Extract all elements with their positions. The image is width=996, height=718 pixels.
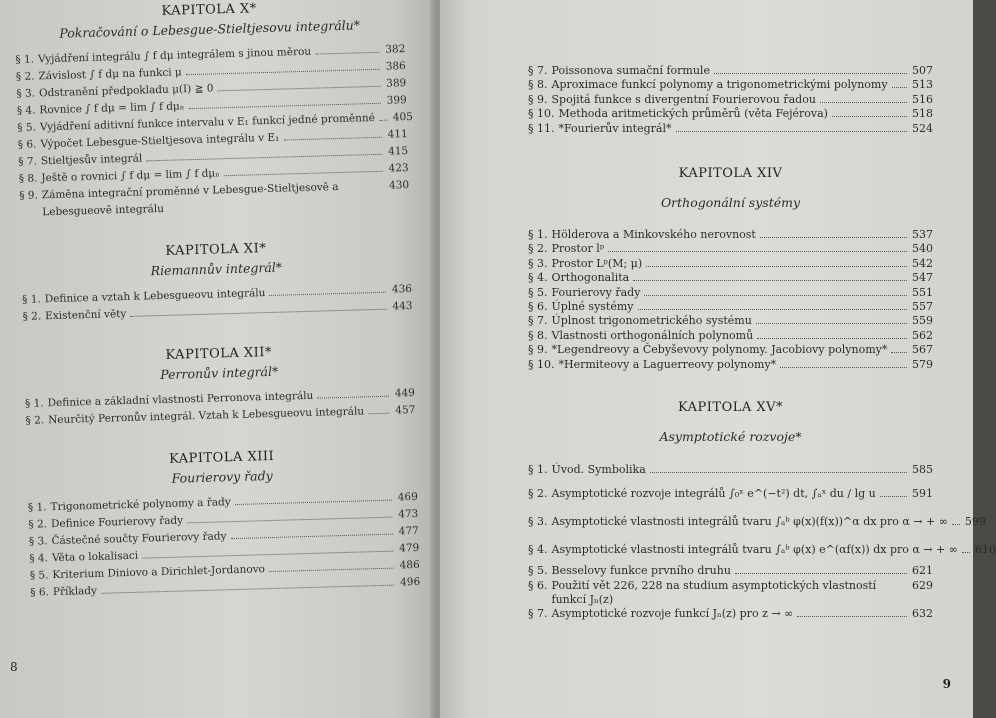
dot-leader <box>217 86 380 92</box>
page-number: 599 <box>964 515 986 529</box>
section-number: § 5. <box>17 121 37 134</box>
section-title: Odstranění předpokladu μ(I) ≧ 0 <box>38 82 214 100</box>
dot-leader <box>880 496 907 497</box>
section-title: Částečné součty Fourierovy řady <box>51 530 227 548</box>
chapter-heading: KAPITOLA XIV <box>678 166 783 182</box>
dot-leader <box>368 413 389 415</box>
section-title: *Fourierův integrál* <box>558 121 672 135</box>
page-number: 389 <box>386 77 407 90</box>
section-title: Definice Fourierovy řady <box>50 514 184 531</box>
section-title: Hölderova a Minkovského nerovnost <box>551 228 756 242</box>
dot-leader <box>892 87 907 88</box>
dot-leader <box>315 52 379 55</box>
chapter-subtitle: Perronův integrál* <box>160 363 279 383</box>
chapter-heading: KAPITOLA XIII <box>168 448 275 467</box>
chapter-heading: KAPITOLA X* <box>161 1 257 19</box>
toc-entry <box>528 286 933 300</box>
toc-list <box>15 41 414 222</box>
section-title: Definice a základní vlastnosti Perronova integrálu <box>47 389 314 410</box>
section-title: Asymptotické rozvoje integrálů ∫₀ˣ e^(−t²) dt, ∫ₐˣ du / lg u <box>551 487 876 501</box>
page-number: 629 <box>912 578 933 592</box>
section-number: § 5. <box>29 569 49 582</box>
section-title: Záměna integrační proměnné v Lebesgue-Stieltjesově a Lebesgueově integrálu <box>41 181 339 219</box>
section-title: Prostor Lᵖ(M; μ) <box>551 256 643 270</box>
section-title: Vyjádření aditivní funkce intervalu v E₁ funkcí jedné proměnné <box>39 111 376 134</box>
right-page <box>440 0 996 718</box>
dot-leader <box>780 367 907 368</box>
left-page-toc <box>14 0 420 602</box>
section-title: Stieltjesův integrál <box>40 152 143 168</box>
toc-entry <box>528 107 933 121</box>
toc-entry <box>528 358 933 372</box>
page-number: 632 <box>912 607 933 621</box>
toc-entry <box>528 122 933 136</box>
dot-leader <box>832 116 907 117</box>
section-number: § 3. <box>28 535 48 548</box>
page-number: 562 <box>912 328 933 342</box>
dot-leader <box>760 237 907 238</box>
section-number: § 8. <box>528 78 548 92</box>
toc-entry <box>528 607 933 621</box>
toc-entry <box>528 93 933 107</box>
toc-entry <box>528 343 933 357</box>
toc-list <box>528 228 933 372</box>
dot-leader <box>379 120 387 121</box>
section-title: Úvod. Symbolika <box>551 463 646 477</box>
dot-leader <box>187 517 392 524</box>
page-number: 443 <box>392 299 413 313</box>
section-title: Asymptotické vlastnosti integrálů tvaru ∫ₐᵇ φ(x) e^(αf(x)) dx pro α → + ∞ <box>551 543 958 557</box>
page-number: 516 <box>912 92 933 106</box>
page-number: 513 <box>912 78 933 92</box>
chapter-heading: KAPITOLA XV* <box>677 400 784 416</box>
section-title: Methoda aritmetických průměrů (věta Fejérova) <box>558 107 828 121</box>
toc-entry <box>528 480 933 508</box>
dot-leader <box>317 396 389 399</box>
section-number: § 5. <box>528 285 548 299</box>
toc-entry <box>528 564 933 578</box>
page-number: 430 <box>388 179 410 192</box>
page-folio: 8 <box>10 660 18 674</box>
dot-leader <box>735 573 907 574</box>
section-title: Vlastnosti orthogonálních polynomů <box>551 328 754 342</box>
dot-leader <box>269 568 394 572</box>
toc-entry <box>528 329 933 343</box>
chapter-subtitle: Fourierovy řady <box>171 467 273 486</box>
page-number: 557 <box>912 300 933 314</box>
section-number: § 10. <box>528 107 555 121</box>
page-number: 540 <box>912 242 933 256</box>
dot-leader <box>231 534 393 540</box>
toc-entry <box>528 271 933 285</box>
section-number: § 3. <box>16 87 36 100</box>
page-number: 411 <box>387 128 408 141</box>
dot-leader <box>757 338 907 339</box>
section-title: Asymptotické rozvoje funkcí Jₙ(z) pro z → ∞ <box>551 607 794 621</box>
chapter-subtitle: Pokračování o Lebesgue-Stieltjesovu integrálu* <box>59 17 361 41</box>
page-number: 423 <box>388 162 409 175</box>
page-number: 399 <box>386 94 407 107</box>
page-number: 610 <box>974 543 996 557</box>
section-title: *Hermiteovy a Laguerreovy polynomy* <box>558 357 777 371</box>
dot-leader <box>633 280 907 281</box>
page-number: 386 <box>385 60 406 73</box>
toc-list <box>528 460 996 622</box>
dot-leader <box>235 500 392 505</box>
section-number: § 1. <box>24 397 44 410</box>
section-title: Závislost ∫ f dμ na funkci μ <box>38 66 182 83</box>
section-number: § 7. <box>528 64 548 77</box>
section-title: Besselovy funkce prvního druhu <box>551 564 731 578</box>
page-number: 449 <box>394 386 416 400</box>
section-title: Vyjádření integrálu ∫ f dμ integrálem s jinou měrou <box>37 45 312 66</box>
chapter-xiii <box>27 445 421 602</box>
page-number: 469 <box>397 490 418 504</box>
dot-leader <box>283 137 381 141</box>
section-title: Rovnice ∫ f dμ = lim ∫ f dμₙ <box>39 100 185 117</box>
section-title: Spojitá funkce s divergentní Fourierovou řadou <box>551 92 816 106</box>
toc-entry <box>528 242 933 256</box>
toc-entry <box>528 300 933 314</box>
section-number: § 2. <box>22 310 42 323</box>
dot-leader <box>142 551 393 559</box>
section-title: Trigonometrické polynomy a řady <box>50 496 231 514</box>
section-title: Příklady <box>52 584 98 599</box>
section-number: § 5. <box>528 564 548 578</box>
dot-leader <box>650 472 907 473</box>
section-number: § 1. <box>528 228 548 242</box>
page-number: 551 <box>912 285 933 299</box>
page-folio: 9 <box>942 677 951 691</box>
page-number: 518 <box>912 107 933 121</box>
page-number: 486 <box>399 558 420 572</box>
section-number: § 1. <box>21 293 41 306</box>
section-number: § 4. <box>528 271 548 285</box>
chapter-heading: KAPITOLA XI* <box>165 241 267 259</box>
toc-list <box>28 489 421 602</box>
page-number: 496 <box>399 575 421 589</box>
chapter-xiv <box>528 166 933 372</box>
dot-leader <box>820 102 907 103</box>
section-number: § 2. <box>528 242 548 256</box>
dot-leader <box>714 73 907 74</box>
section-title: Fourierovy řady <box>551 285 641 299</box>
section-title: Asymptotické vlastnosti integrálů tvaru ∫ₐᵇ φ(x)(f(x))^α dx pro α → + ∞ <box>551 515 948 529</box>
section-number: § 7. <box>528 607 548 621</box>
chapter-subtitle: Orthogonální systémy <box>660 195 801 211</box>
section-number: § 11. <box>528 121 555 135</box>
dot-leader <box>638 309 907 310</box>
toc-entry <box>528 228 933 242</box>
toc-entry <box>528 78 933 92</box>
section-title: Výpočet Lebesgue-Stieltjesova integrálu v E₁ <box>40 131 280 151</box>
section-number: § 2. <box>15 70 35 83</box>
page-number: 415 <box>387 145 409 158</box>
section-number: § 6. <box>30 586 50 599</box>
chapter-subtitle: Asymptotické rozvoje* <box>659 429 802 445</box>
section-title: *Legendreovy a Čebyševovy polynomy. Jacobiovy polynomy* <box>551 343 888 357</box>
page-number: 567 <box>912 343 933 357</box>
section-number: § 9. <box>528 92 548 106</box>
toc-entry <box>528 460 933 480</box>
section-number: § 7. <box>18 155 38 168</box>
toc-entry <box>528 536 996 564</box>
section-title: Kriterium Diniovo a Dirichlet-Jordanovo <box>52 563 266 582</box>
page-number: 591 <box>912 487 933 501</box>
toc-entry <box>528 64 933 78</box>
dot-leader <box>676 131 908 132</box>
dot-leader <box>270 292 387 296</box>
section-number: § 6. <box>528 300 548 314</box>
toc-entry <box>528 257 933 271</box>
dot-leader <box>952 524 960 525</box>
dot-leader <box>756 323 907 324</box>
section-number: § 4. <box>29 552 49 565</box>
section-number: § 6. <box>528 578 548 592</box>
dot-leader <box>101 585 394 594</box>
page-number: 382 <box>385 43 406 56</box>
dot-leader <box>608 251 907 252</box>
dot-leader <box>644 295 907 296</box>
section-number: § 7. <box>528 314 548 328</box>
page-number: 559 <box>912 314 933 328</box>
section-number: § 10. <box>528 357 555 371</box>
toc-entry <box>528 314 933 328</box>
section-title: Poissonova sumační formule <box>551 64 710 77</box>
page-number: 621 <box>912 564 933 578</box>
right-page-toc <box>528 64 996 622</box>
toc-entry <box>528 508 986 536</box>
dot-leader <box>146 154 382 162</box>
page-number: 457 <box>395 403 416 417</box>
page-number: 542 <box>912 256 933 270</box>
chapter-x <box>14 0 414 222</box>
section-number: § 8. <box>528 328 548 342</box>
dot-leader <box>130 309 386 317</box>
section-title: Úplné systémy <box>551 300 634 314</box>
section-title: Použití vět 226, 228 na studium asymptotických vlastností funkcí Jₙ(z) <box>551 578 877 606</box>
section-number: § 8. <box>18 172 38 185</box>
section-number: § 3. <box>528 256 548 270</box>
section-number: § 4. <box>528 543 548 557</box>
page-number: 405 <box>392 110 414 124</box>
left-page <box>0 0 436 718</box>
page-number: 477 <box>398 524 419 538</box>
section-number: § 1. <box>528 463 548 477</box>
chapter-heading: KAPITOLA XII* <box>165 344 273 363</box>
page-number: 507 <box>912 64 933 77</box>
page-number: 579 <box>912 357 933 371</box>
dot-leader <box>962 552 970 553</box>
section-title: Aproximace funkcí polynomy a trigonometrickými polynomy <box>551 78 888 92</box>
toc-entry <box>528 579 933 608</box>
section-title: Neurčitý Perronův integrál. Vztah k Lebesgueovu integrálu <box>47 405 365 427</box>
section-title: Ještě o rovnici ∫ f dμ = lim ∫ f dμₙ <box>41 167 220 185</box>
section-number: § 2. <box>25 414 45 427</box>
section-number: § 9. <box>528 343 548 357</box>
chapter-xv <box>528 400 996 622</box>
page-number: 479 <box>399 541 420 555</box>
section-title: Orthogonalita <box>551 271 630 285</box>
section-number: § 3. <box>528 515 548 529</box>
section-number: § 1. <box>15 53 35 66</box>
section-number: § 2. <box>28 518 48 531</box>
dot-leader <box>646 266 907 267</box>
page-number: 436 <box>391 282 413 296</box>
page-number: 524 <box>912 121 933 135</box>
page-number: 585 <box>912 463 933 477</box>
chapter-subtitle: Riemannův integrál* <box>150 259 283 279</box>
dot-leader <box>797 616 907 617</box>
dot-leader <box>188 103 380 109</box>
section-title: Úplnost trigonometrického systému <box>551 314 752 328</box>
chapter-xii <box>24 341 416 430</box>
dot-leader <box>891 352 907 353</box>
section-title: Existenční věty <box>45 307 127 323</box>
section-number: § 6. <box>17 138 37 151</box>
section-number: § 1. <box>27 501 47 514</box>
dot-leader <box>186 69 380 75</box>
section-title: Prostor lᵖ <box>551 242 605 256</box>
section-title: Definice a vztah k Lebesgueovu integrálu <box>44 287 266 306</box>
section-number: § 4. <box>16 104 36 117</box>
page-number: 537 <box>912 228 933 242</box>
dot-leader <box>224 171 383 176</box>
chapter-xi <box>21 237 413 326</box>
section-number: § 9. <box>19 189 39 202</box>
section-title: Věta o lokalisaci <box>51 549 139 565</box>
page-number: 547 <box>912 271 933 285</box>
toc-list-continued <box>528 64 933 136</box>
page-number: 473 <box>398 507 419 521</box>
section-number: § 2. <box>528 487 548 501</box>
